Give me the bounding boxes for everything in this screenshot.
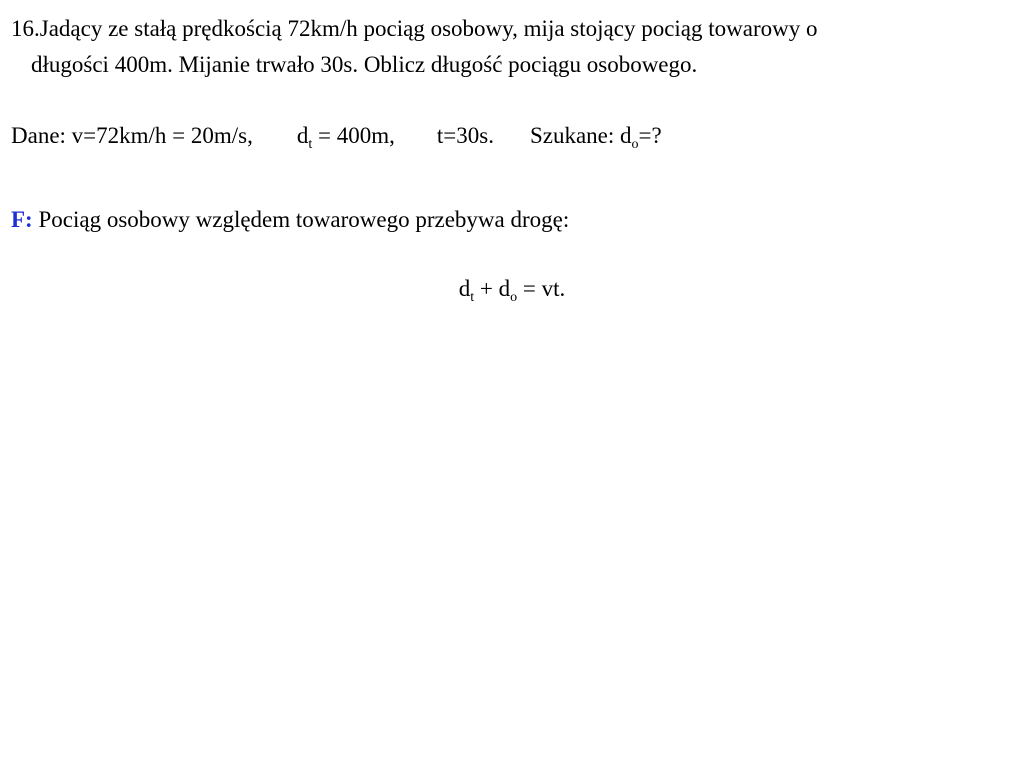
sought-prefix: Szukane: d: [529, 123, 632, 148]
given-data: [11, 118, 662, 154]
physics-tag: F:: [11, 207, 33, 232]
dt-symbol: d: [296, 123, 309, 148]
dt-value: = 400m,: [312, 123, 395, 148]
problem-line-1: 16.Jadący ze stałą prędkością 72km/h pociąg osobowy, mija stojący pociąg towarowy o: [11, 16, 818, 41]
problem-statement: [11, 11, 1019, 83]
eq-d1: d: [458, 276, 471, 301]
eq-sub2: o: [510, 290, 518, 305]
sought-suffix: =?: [638, 123, 662, 148]
eq-rest: = vt.: [517, 276, 566, 301]
physics-text: Pociąg osobowy względem towarowego przebywa drogę:: [32, 207, 570, 232]
physics-explanation: [11, 202, 569, 238]
given-dt: [296, 123, 395, 152]
sought-subscript: o: [631, 137, 639, 152]
equation: [0, 271, 1024, 307]
eq-plus: + d: [474, 276, 511, 301]
sought-quantity: [529, 123, 662, 152]
given-speed: Dane: v=72km/h = 20m/s,: [11, 123, 253, 148]
given-time: t=30s.: [436, 123, 494, 148]
dt-subscript: t: [308, 137, 313, 152]
eq-sub1: t: [470, 290, 475, 305]
problem-line-2: długości 400m. Mijanie trwało 30s. Oblicz długość pociągu osobowego.: [31, 52, 698, 77]
